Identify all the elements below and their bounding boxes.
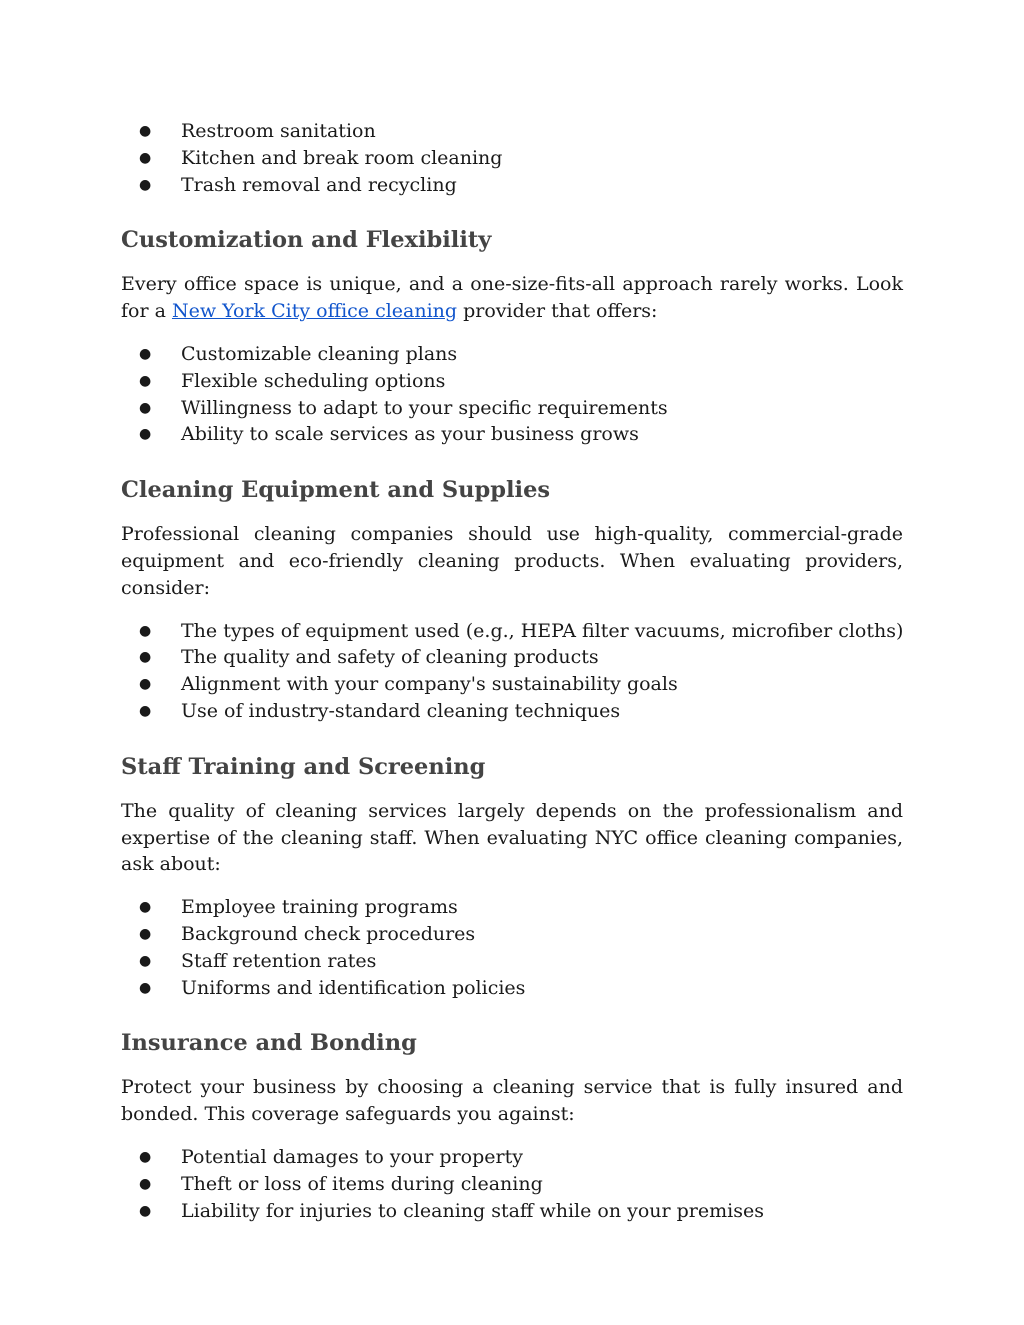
list-item [121, 618, 903, 645]
bullet-icon: ● [139, 1148, 152, 1165]
list-item-text: Potential damages to your property [181, 1145, 523, 1168]
bullet-icon: ● [139, 622, 152, 639]
staff-list [121, 894, 903, 1001]
bullet-icon: ● [139, 702, 152, 719]
list-item-text: Flexible scheduling options [181, 369, 446, 392]
bullet-icon: ● [139, 979, 152, 996]
list-item-text: Kitchen and break room cleaning [181, 146, 503, 169]
paragraph-text: Every office space is unique, and a one-size-fits-all approach rarely works. Look for a [121, 273, 903, 323]
paragraph-equipment: Professional cleaning companies should use high-quality, commercial-grade equipment and eco-friendly cleaning products. When evaluating providers, consider: [121, 523, 903, 599]
list-item-text: Trash removal and recycling [181, 173, 457, 196]
heading-insurance: Insurance and Bonding [121, 1030, 417, 1057]
list-item [121, 1198, 903, 1225]
list-item-text: Background check procedures [181, 922, 476, 945]
bullet-icon: ● [139, 1175, 152, 1192]
list-item-text: Use of industry-standard cleaning techniques [181, 699, 621, 722]
heading-equipment: Cleaning Equipment and Supplies [121, 477, 551, 504]
list-item-text: Ability to scale services as your business grows [181, 423, 639, 446]
bullet-icon: ● [139, 952, 152, 969]
list-item-text: Customizable cleaning plans [181, 342, 458, 365]
paragraph-text: provider that offers: [457, 300, 658, 323]
paragraph-customization [121, 271, 903, 325]
nyc-office-cleaning-link[interactable]: New York City office cleaning [171, 300, 458, 323]
paragraph-insurance: Protect your business by choosing a cleaning service that is fully insured and bonded. This coverage safeguards you against: [121, 1076, 903, 1126]
bullet-icon: ● [139, 925, 152, 942]
list-item [121, 948, 903, 975]
heading-customization: Customization and Flexibility [121, 227, 492, 254]
list-item-text: Liability for injuries to cleaning staff while on your premises [181, 1199, 764, 1222]
list-item-text: Uniforms and identification policies [181, 976, 526, 999]
list-item [121, 894, 903, 921]
list-item [121, 421, 903, 448]
bullet-icon: ● [139, 123, 152, 139]
list-item [121, 145, 903, 172]
list-item [121, 395, 903, 422]
bullet-icon: ● [139, 1202, 152, 1219]
list-item-text: Willingness to adapt to your specific requirements [181, 396, 668, 419]
bullet-icon: ● [139, 372, 152, 389]
bullet-icon: ● [139, 899, 152, 916]
equipment-list [121, 618, 903, 725]
list-item-text: The quality and safety of cleaning products [181, 646, 599, 669]
heading-staff: Staff Training and Screening [121, 753, 486, 780]
insurance-list [121, 1144, 903, 1224]
list-item [121, 1144, 903, 1171]
list-item [121, 1171, 903, 1198]
customization-list [121, 341, 903, 448]
list-item-text: Staff retention rates [181, 949, 377, 972]
list-item-text: The types of equipment used (e.g., HEPA filter vacuums, microfiber cloths) [181, 619, 904, 642]
bullet-icon: ● [139, 399, 152, 416]
bullet-icon: ● [139, 345, 152, 362]
list-item-text: Restroom sanitation [181, 120, 376, 142]
list-item [121, 698, 903, 725]
list-item-text: Theft or loss of items during cleaning [181, 1172, 543, 1195]
document-page [121, 118, 903, 1224]
list-item [121, 975, 903, 1002]
list-item [121, 341, 903, 368]
list-item [121, 118, 903, 145]
list-item [121, 644, 903, 671]
intro-list [121, 118, 903, 198]
list-item [121, 671, 903, 698]
list-item [121, 921, 903, 948]
bullet-icon: ● [139, 149, 152, 166]
list-item-text: Alignment with your company's sustainability goals [181, 673, 678, 696]
bullet-icon: ● [139, 176, 152, 193]
list-item [121, 368, 903, 395]
bullet-icon: ● [139, 676, 152, 693]
bullet-icon: ● [139, 649, 152, 666]
bullet-icon: ● [139, 426, 152, 443]
paragraph-staff: The quality of cleaning services largely depends on the professionalism and expertise of the cleaning staff. When evaluating NYC office cleaning companies, ask about: [121, 799, 903, 876]
list-item [121, 172, 903, 199]
list-item-text: Employee training programs [181, 896, 458, 919]
